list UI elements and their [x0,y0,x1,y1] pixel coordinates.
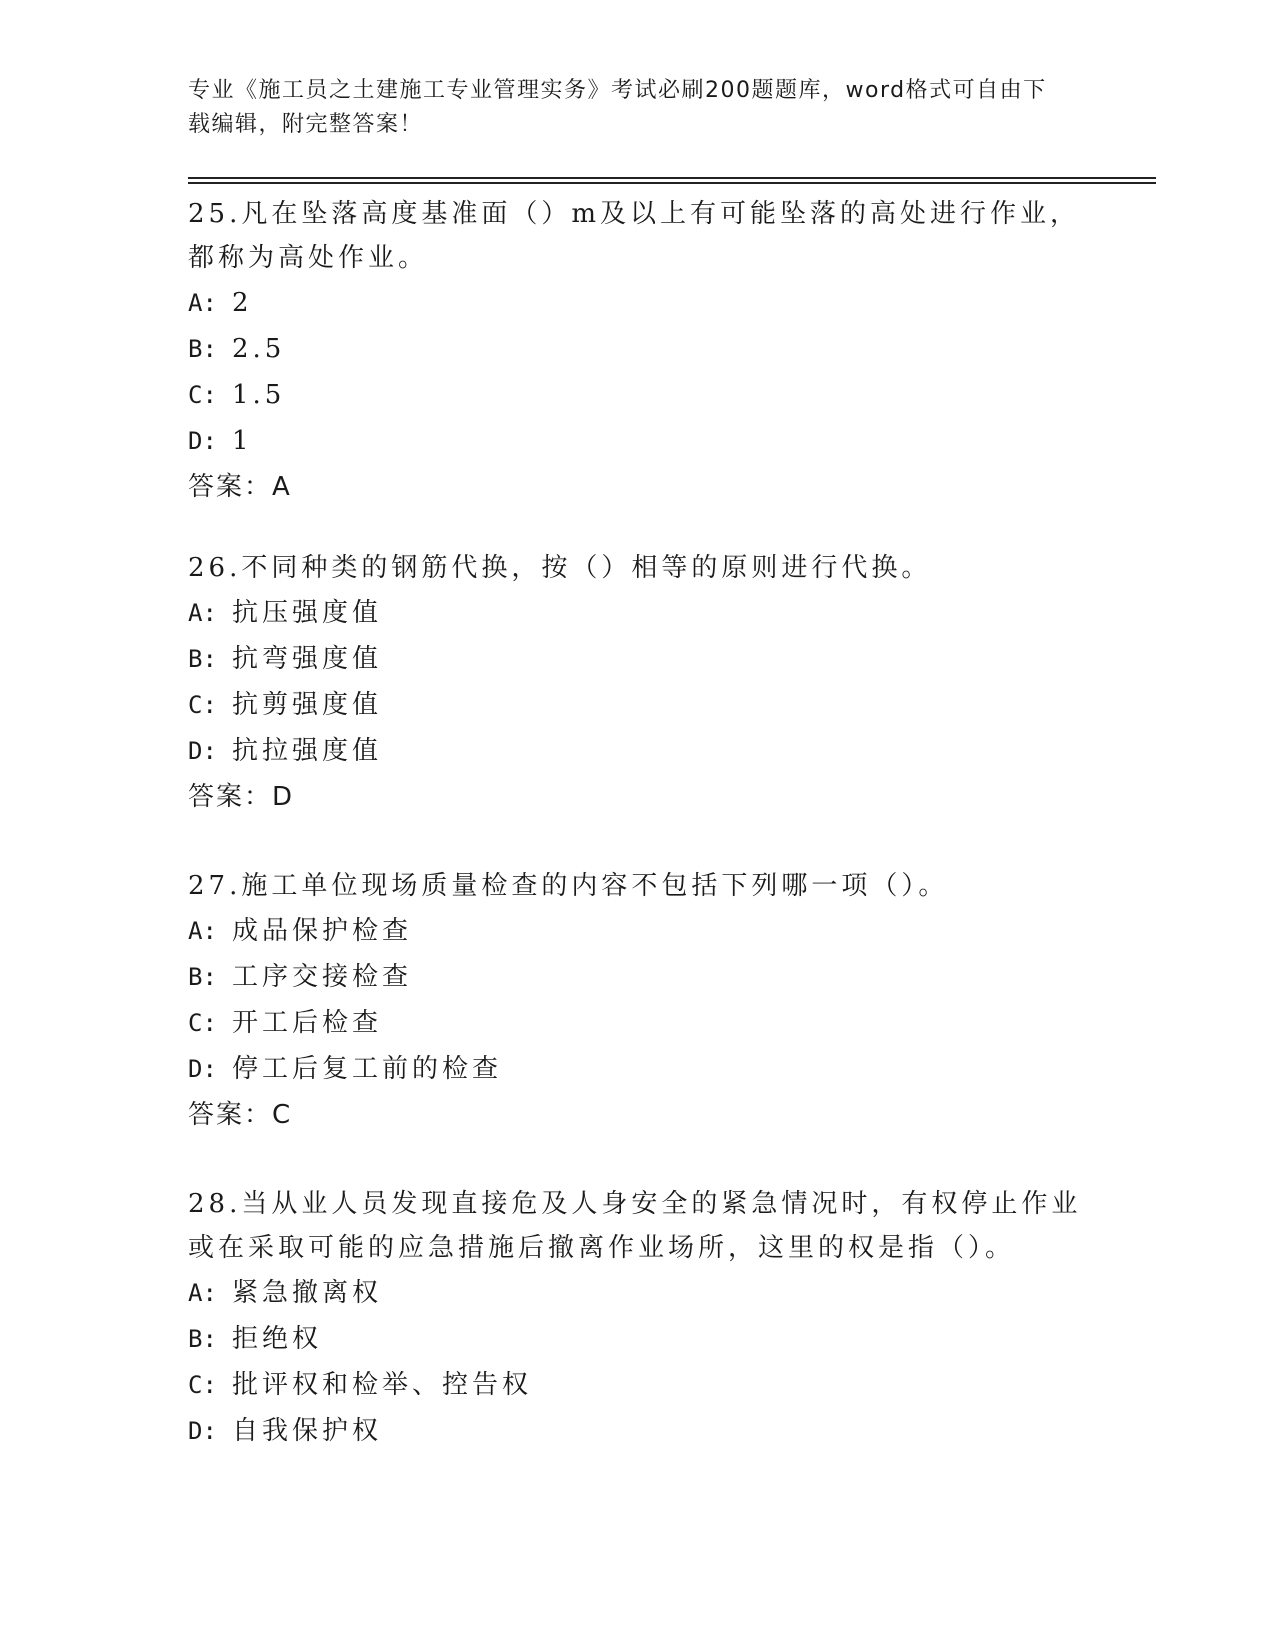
option-b [188,326,1088,372]
question-25 [188,192,1088,510]
option-a [188,908,1088,954]
option-text: 停工后复工前的检查 [232,1054,503,1084]
option-a [188,1270,1088,1316]
option-text: 拒绝权 [232,1324,323,1354]
option-text: 自我保护权 [232,1416,383,1446]
option-letter: B: [188,963,217,991]
option-letter: C: [188,1009,217,1037]
option-d [188,1046,1088,1092]
option-text: 工序交接检查 [232,962,413,992]
option-letter: D: [188,1417,217,1445]
option-c [188,1362,1088,1408]
option-d [188,1408,1088,1454]
option-text: 抗压强度值 [232,598,383,628]
option-letter: A: [188,1279,217,1307]
option-text: 成品保护检查 [232,916,413,946]
option-letter: B: [188,335,217,363]
option-letter: D: [188,1055,217,1083]
option-text: 开工后检查 [232,1008,383,1038]
option-c [188,1000,1088,1046]
answer-label: 答案：D [188,782,295,812]
option-b [188,1316,1088,1362]
option-text: 批评权和检举、控告权 [232,1370,533,1400]
option-letter: D: [188,427,217,455]
option-b [188,954,1088,1000]
header-divider-bottom [188,182,1156,184]
option-d [188,418,1088,464]
option-text: 2 [232,288,253,318]
option-a [188,280,1088,326]
option-text: 1 [232,426,253,456]
option-b [188,636,1088,682]
option-text: 1.5 [232,380,286,410]
question-stem: 26.不同种类的钢筋代换，按（）相等的原则进行代换。 [188,553,932,583]
option-text: 抗剪强度值 [232,690,383,720]
question-stem: 27.施工单位现场质量检查的内容不包括下列哪一项（）。 [188,871,949,901]
option-letter: B: [188,1325,217,1353]
option-letter: A: [188,289,217,317]
header-title: 专业《施工员之土建施工专业管理实务》考试必刷200题题库，word格式可自由下载编辑，附完整答案！ [188,78,1047,137]
option-a [188,590,1088,636]
option-c [188,682,1088,728]
option-text: 抗拉强度值 [232,736,383,766]
answer-label: 答案：A [188,472,292,502]
answer-label: 答案：C [188,1100,293,1130]
option-text: 紧急撤离权 [232,1278,383,1308]
option-text: 2.5 [232,334,286,364]
option-c [188,372,1088,418]
question-28 [188,1182,1088,1454]
question-27 [188,864,1088,1138]
option-letter: A: [188,599,217,627]
document-header [188,74,1068,142]
question-stem: 25.凡在坠落高度基准面（）m及以上有可能坠落的高处进行作业，都称为高处作业。 [188,199,1081,273]
header-divider-top [188,177,1156,179]
option-letter: C: [188,1371,217,1399]
option-letter: B: [188,645,217,673]
option-d [188,728,1088,774]
question-26 [188,546,1088,820]
option-letter: D: [188,737,217,765]
option-letter: C: [188,691,217,719]
option-letter: C: [188,381,217,409]
option-letter: A: [188,917,217,945]
question-stem: 28.当从业人员发现直接危及人身安全的紧急情况时，有权停止作业或在采取可能的应急措施后撤离作业场所，这里的权是指（）。 [188,1189,1082,1263]
option-text: 抗弯强度值 [232,644,383,674]
